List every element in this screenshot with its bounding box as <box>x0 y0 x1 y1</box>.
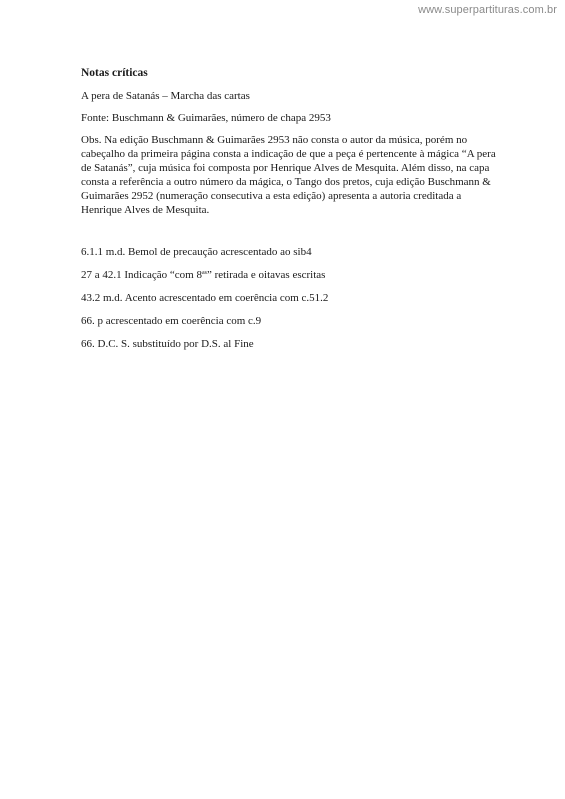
list-item: 43.2 m.d. Acento acrescentado em coerência com c.51.2 <box>81 292 329 304</box>
piece-title: A pera de Satanás – Marcha das cartas <box>81 90 250 102</box>
list-item: 66. p acrescentado em coerência com c.9 <box>81 315 262 327</box>
source-line: Fonte: Buschmann & Guimarães, número de chapa 2953 <box>81 112 331 124</box>
note-text-end: ” retirada e oitavas escritas <box>206 269 326 281</box>
list-item: 6.1.1 m.d. Bemol de precaução acrescentado ao sib4 <box>81 246 312 258</box>
site-watermark-url: www.superpartituras.com.br <box>418 4 557 16</box>
list-item: 66. D.C. S. substituído por D.S. al Fine <box>81 338 254 350</box>
notes-list <box>81 245 501 351</box>
observation-paragraph: Obs. Na edição Buschmann & Guimarães 2953 não consta o autor da música, porém no cabeçalho da primeira página consta a indicação de que a peça é pertencente à mágica “A pera de Satanás”, cuja música foi composta por Henrique Alves de Mesquita. Além disso, na capa consta a referência a outro número da mágica, o Tango dos pretos, cuja edição Buschmann & Guimarães 2952 (numeração consecutiva a esta edição) apresenta a autoria creditada a Henrique Alves de Mesquita. <box>81 134 496 216</box>
note-text-start: 27 a 42.1 Indicação “com 8 <box>81 269 202 281</box>
note-superscript: as <box>201 270 207 276</box>
list-item <box>81 268 501 282</box>
section-heading: Notas críticas <box>81 67 148 79</box>
critical-notes-section <box>81 66 501 360</box>
